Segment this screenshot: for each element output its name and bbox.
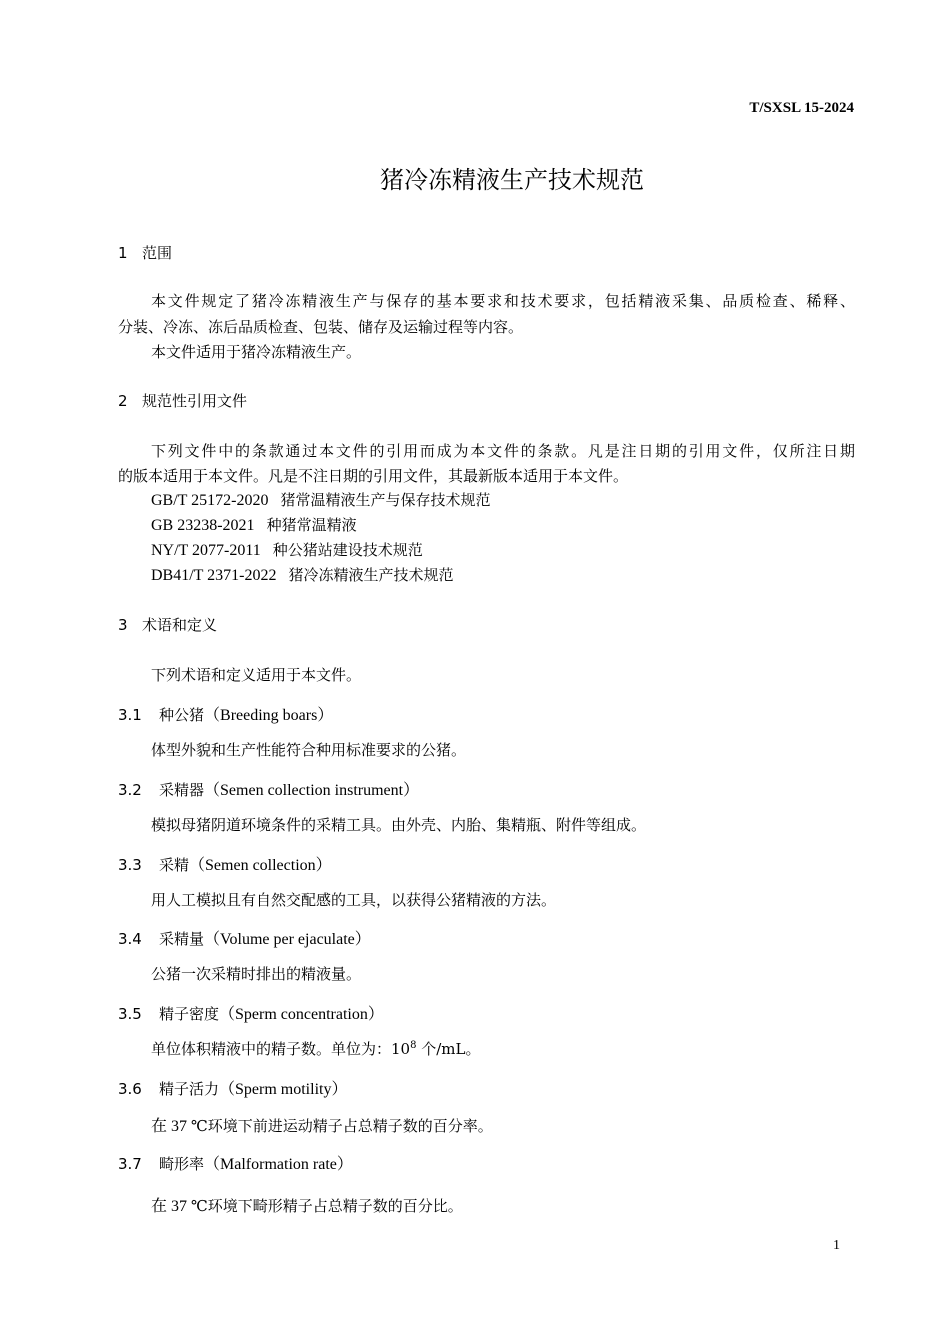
definition-text: 个/mL。 bbox=[416, 1040, 481, 1058]
page-title: 猪冷冻精液生产技术规范 bbox=[380, 166, 644, 194]
term-definition: 公猪一次采精时排出的精液量。 bbox=[151, 965, 362, 983]
term-zh: 畸形率 bbox=[159, 1155, 205, 1173]
definition-text: 单位体积精液中的精子数。单位为：10 bbox=[151, 1040, 411, 1058]
section-heading bbox=[118, 390, 247, 411]
term-heading bbox=[118, 702, 333, 725]
definition-text: ℃环境下畸形精子占总精子数的百分比。 bbox=[191, 1197, 463, 1215]
reference-item bbox=[151, 564, 454, 585]
term-en: （Semen collection instrument） bbox=[204, 782, 420, 799]
reference-code: DB41/T 2371-2022 bbox=[151, 567, 277, 584]
term-heading bbox=[118, 1001, 384, 1024]
reference-item bbox=[151, 539, 423, 560]
term-en: （Breeding boars） bbox=[204, 707, 334, 724]
section-number: 2 bbox=[118, 392, 128, 410]
reference-code: GB/T 25172-2020 bbox=[151, 492, 269, 509]
section-heading bbox=[118, 242, 172, 263]
reference-item bbox=[151, 489, 491, 510]
reference-code: GB 23238-2021 bbox=[151, 517, 255, 534]
term-definition: 模拟母猪阴道环境条件的采精工具。由外壳、内胎、集精瓶、附件等组成。 bbox=[151, 816, 647, 834]
term-number: 3.1 bbox=[118, 706, 142, 724]
term-en: （Volume per ejaculate） bbox=[204, 931, 371, 948]
paragraph: 分装、冷冻、冻后品质检查、包装、储存及运输过程等内容。 bbox=[118, 318, 524, 336]
definition-text: 在 37 bbox=[151, 1118, 192, 1135]
term-zh: 采精器 bbox=[159, 781, 205, 799]
section-number: 3 bbox=[118, 616, 128, 634]
term-definition: 用人工模拟且有自然交配感的工具，以获得公猪精液的方法。 bbox=[151, 891, 557, 909]
term-number: 3.2 bbox=[118, 781, 142, 799]
term-en: （Semen collection） bbox=[189, 857, 332, 874]
term-number: 3.3 bbox=[118, 856, 142, 874]
term-heading bbox=[118, 1151, 353, 1174]
term-zh: 精子密度 bbox=[159, 1005, 220, 1023]
reference-name: 种公猪站建设技术规范 bbox=[272, 541, 423, 559]
page-number: 1 bbox=[833, 1238, 840, 1253]
term-number: 3.7 bbox=[118, 1155, 142, 1173]
reference-code: NY/T 2077-2011 bbox=[151, 542, 261, 559]
term-zh: 采精 bbox=[159, 856, 190, 874]
term-zh: 精子活力 bbox=[159, 1080, 220, 1098]
term-heading bbox=[118, 926, 371, 949]
term-en: （Sperm concentration） bbox=[219, 1006, 384, 1023]
term-number: 3.5 bbox=[118, 1005, 142, 1023]
section-title: 规范性引用文件 bbox=[142, 392, 248, 410]
term-heading bbox=[118, 1076, 347, 1099]
section-heading bbox=[118, 614, 217, 635]
term-definition bbox=[151, 1193, 463, 1216]
exponent: 8 bbox=[410, 1040, 417, 1051]
section-title: 术语和定义 bbox=[142, 616, 218, 634]
section-title: 范围 bbox=[142, 244, 173, 262]
definition-text: 在 37 bbox=[151, 1198, 192, 1215]
term-number: 3.6 bbox=[118, 1080, 142, 1098]
reference-name: 猪常温精液生产与保存技术规范 bbox=[280, 491, 491, 509]
term-number: 3.4 bbox=[118, 930, 142, 948]
reference-name: 猪冷冻精液生产技术规范 bbox=[288, 566, 454, 584]
paragraph: 下列文件中的条款通过本文件的引用而成为本文件的条款。凡是注日期的引用文件，仅所注日期 bbox=[151, 442, 855, 460]
paragraph: 的版本适用于本文件。凡是不注日期的引用文件，其最新版本适用于本文件。 bbox=[118, 467, 629, 485]
term-definition bbox=[151, 1113, 493, 1136]
term-heading bbox=[118, 852, 332, 875]
term-definition: 体型外貌和生产性能符合种用标准要求的公猪。 bbox=[151, 741, 467, 759]
definition-text: ℃环境下前进运动精子占总精子数的百分率。 bbox=[191, 1117, 493, 1135]
reference-item bbox=[151, 514, 357, 535]
standard-number: T/SXSL 15-2024 bbox=[749, 100, 854, 116]
section-number: 1 bbox=[118, 244, 128, 262]
term-en: （Sperm motility） bbox=[219, 1081, 348, 1098]
paragraph: 本文件规定了猪冷冻精液生产与保存的基本要求和技术要求，包括精液采集、品质检查、稀释、 bbox=[151, 292, 855, 310]
term-zh: 种公猪 bbox=[159, 706, 205, 724]
term-zh: 采精量 bbox=[159, 930, 205, 948]
term-heading bbox=[118, 777, 419, 800]
paragraph: 下列术语和定义适用于本文件。 bbox=[151, 666, 362, 684]
reference-name: 种猪常温精液 bbox=[266, 516, 357, 534]
paragraph: 本文件适用于猪冷冻精液生产。 bbox=[151, 343, 362, 361]
term-en: （Malformation rate） bbox=[204, 1156, 353, 1173]
term-definition bbox=[151, 1038, 480, 1059]
